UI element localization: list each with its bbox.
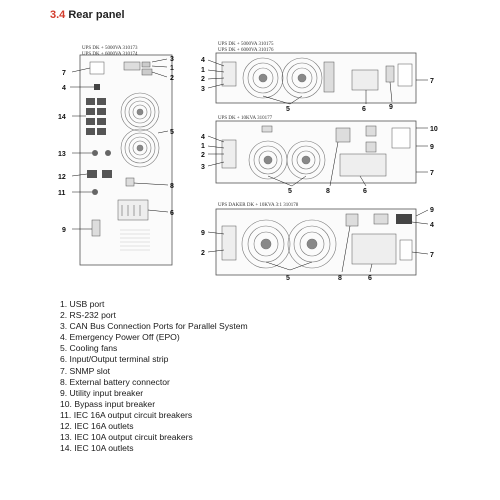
- rack-a-model-line-2: UPS DK + 6000VA 310176: [218, 48, 274, 53]
- rack-a-callout-7: 7: [430, 78, 434, 85]
- legend-item: 6. Input/Output terminal strip: [60, 354, 169, 365]
- rack-b-callout-5: 5: [288, 188, 292, 195]
- rack-b-callout-3: 3: [201, 164, 205, 171]
- tower-callout-1: 1: [170, 65, 174, 72]
- rack-a-callout-4: 4: [201, 57, 205, 64]
- rack-c-callout-8: 8: [338, 275, 342, 282]
- rack-b-callout-6: 6: [363, 188, 367, 195]
- rack-b-snmp-slot: [392, 128, 410, 148]
- rack-b-callout-4: 4: [201, 134, 205, 141]
- legend-item: 4. Emergency Power Off (EPO): [60, 332, 180, 343]
- tower-model-line-1: UPS DK + 5000VA 310173: [82, 46, 138, 51]
- tower-model-line-2: UPS DK + 6000VA 310174: [82, 52, 138, 57]
- section-number: 3.4: [50, 9, 66, 21]
- rack-b-callout-1: 1: [201, 143, 205, 150]
- rack-c-callout-9b: 9: [430, 207, 434, 214]
- legend-item: 5. Cooling fans: [60, 343, 118, 354]
- rack-c-callout-6: 6: [368, 275, 372, 282]
- legend-item: 7. SNMP slot: [60, 365, 110, 376]
- rack-c-epo: [396, 214, 412, 224]
- rack-a-callout-3: 3: [201, 86, 205, 93]
- rack-a-battery-connector: [324, 62, 334, 92]
- rack-b-battery-connector: [336, 128, 350, 142]
- rack-c-callout-9: 9: [201, 230, 205, 237]
- rack-b-callout-10: 10: [430, 126, 438, 133]
- legend-item: 14. IEC 10A outlets: [60, 443, 134, 454]
- legend-item: 11. IEC 16A output circuit breakers: [60, 409, 193, 420]
- rack-a-utility-breaker: [386, 66, 394, 82]
- rack-unit-10k-31: [201, 203, 434, 282]
- rack-c-utility-breaker: [374, 214, 388, 224]
- rack-b-callout-8: 8: [326, 188, 330, 195]
- rack-unit-5-6k: [201, 42, 434, 113]
- tower-callout-4: 4: [62, 85, 66, 92]
- rack-c-callout-4: 4: [430, 222, 434, 229]
- rack-b-callout-2: 2: [201, 152, 205, 159]
- legend-item: 3. CAN Bus Connection Ports for Parallel System: [60, 321, 248, 332]
- tower-iec16a-breaker: [92, 189, 98, 195]
- legend-item: 1. USB port: [60, 299, 105, 309]
- rack-c-battery-connector: [346, 214, 358, 226]
- tower-callout-14: 14: [58, 114, 66, 121]
- rack-b-terminal-strip: [340, 154, 386, 176]
- tower-epo: [94, 84, 100, 90]
- rack-b-model-line-1: UPS DK + 10KVA 310177: [218, 116, 273, 121]
- rack-a-callout-6: 6: [362, 106, 366, 113]
- rack-b-utility-breaker: [366, 142, 376, 152]
- legend-item: 12. IEC 16A outlets: [60, 421, 134, 432]
- component-legend: [60, 299, 248, 454]
- tower-unit: [58, 46, 174, 265]
- rack-b-callout-9: 9: [430, 144, 434, 151]
- tower-callout-11: 11: [58, 190, 66, 197]
- rack-a-terminal-strip: [352, 70, 378, 90]
- rack-a-snmp-slot: [398, 64, 412, 86]
- tower-callout-3: 3: [170, 56, 174, 63]
- legend-item: 13. IEC 10A output circuit breakers: [60, 432, 193, 443]
- tower-snmp-slot: [90, 62, 104, 74]
- tower-callout-5: 5: [170, 129, 174, 136]
- rack-c-terminal-strip: [352, 234, 396, 264]
- rack-b-comm-ports: [222, 140, 236, 168]
- tower-iec10a-breaker: [92, 150, 98, 156]
- rack-a-comm-ports: [222, 62, 236, 86]
- rack-b-bypass-breaker: [366, 126, 376, 136]
- rack-a-callout-5: 5: [286, 106, 290, 113]
- rack-c-callout-7: 7: [430, 252, 434, 259]
- rack-a-callout-2: 2: [201, 76, 205, 83]
- rack-c-callout-5: 5: [286, 275, 290, 282]
- tower-callout-2: 2: [170, 75, 174, 82]
- tower-callout-13: 13: [58, 151, 66, 158]
- rack-c-model-line-1: UPS DAKER DK + 10KVA 3:1 310178: [218, 203, 299, 208]
- legend-item: 2. RS-232 port: [60, 310, 116, 321]
- tower-callout-8: 8: [170, 183, 174, 190]
- tower-utility-breaker: [92, 220, 100, 236]
- section-heading: Rear panel: [68, 9, 125, 21]
- rack-a-callout-1: 1: [201, 67, 205, 74]
- rack-c-comm-ports: [222, 226, 236, 260]
- tower-callout-12: 12: [58, 174, 66, 181]
- rack-c-snmp-slot: [400, 240, 412, 260]
- tower-can-ports: [124, 62, 140, 70]
- rack-a-model-line-1: UPS DK + 5000VA 310175: [218, 42, 274, 47]
- tower-terminal-strip: [118, 200, 148, 220]
- legend-item: 9. Utility input breaker: [60, 387, 144, 398]
- tower-callout-9: 9: [62, 227, 66, 234]
- legend-item: 10. Bypass input breaker: [60, 398, 156, 409]
- rack-a-callout-9: 9: [389, 104, 393, 111]
- tower-rs232-port: [142, 69, 152, 75]
- legend-item: 8. External battery connector: [60, 376, 170, 387]
- tower-callout-6: 6: [170, 210, 174, 217]
- rack-c-callout-2: 2: [201, 250, 205, 257]
- tower-usb-port: [142, 62, 150, 67]
- tower-battery-connector: [126, 178, 134, 186]
- rack-unit-10k: [201, 116, 438, 195]
- tower-callout-7: 7: [62, 70, 66, 77]
- rack-b-callout-7: 7: [430, 170, 434, 177]
